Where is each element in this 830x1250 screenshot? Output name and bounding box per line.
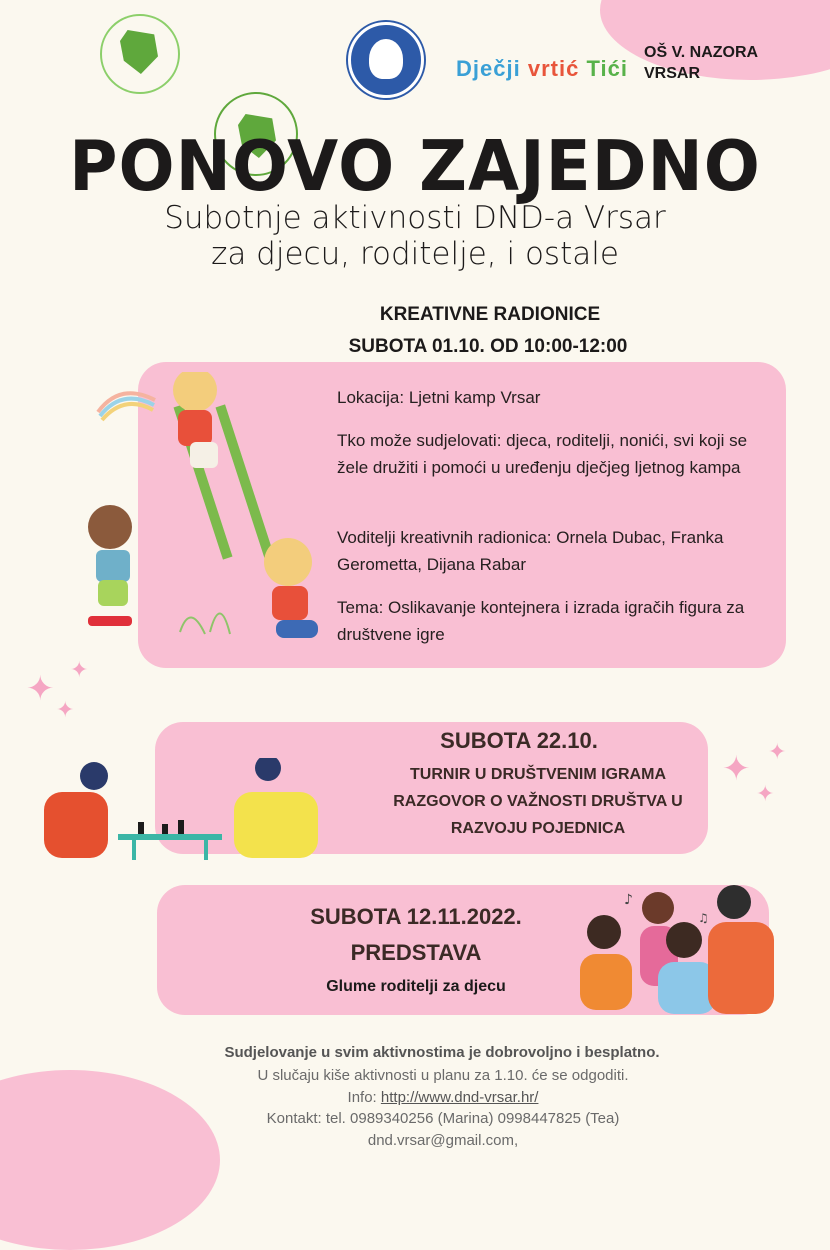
sparkle-icon: ✦: [70, 658, 89, 683]
kids-painting-illustration: [80, 372, 330, 662]
participants-label: Tko može sudjelovati: [337, 431, 497, 450]
section1-date: SUBOTA 01.10. OD 10:00-12:00: [348, 336, 628, 357]
theme-info: [337, 594, 767, 648]
footer-rain-note: U slučaju kiše aktivnosti u planu za 1.10. će se odgoditi.: [257, 1067, 629, 1084]
school-town: VRSAR: [644, 65, 701, 82]
location-value: : Ljetni kamp Vrsar: [399, 388, 541, 407]
school-name: OŠ V. NAZORA: [644, 44, 759, 61]
subtitle-line-1: Subotnje aktivnosti DND-a Vrsar: [164, 200, 666, 236]
svg-text:♪: ♪: [624, 892, 633, 908]
section3-date: SUBOTA 12.11.2022.: [310, 904, 522, 929]
society-logo: [348, 22, 424, 98]
footer-participation: Sudjelovanje u svim aktivnostima je dobrovoljno i besplatno.: [224, 1044, 660, 1061]
kindergarten-logo-text-2: vrtić: [527, 56, 580, 81]
footer-info-label: Info:: [347, 1089, 381, 1106]
section3-note: Glume roditelji za djecu: [326, 978, 506, 995]
section2-line-2: RAZGOVOR O VAŽNOSTI DRUŠTVA U: [393, 793, 683, 810]
sparkle-icon: ✦: [722, 749, 751, 789]
singing-family-illustration: [574, 880, 780, 1016]
sparkle-icon: ✦: [56, 698, 75, 723]
theme-label: Tema: [337, 598, 379, 617]
svg-text:♫: ♫: [698, 911, 709, 925]
section3-title: PREDSTAVA: [350, 940, 482, 965]
region-logo-1: [100, 14, 180, 94]
sparkle-icon: ✦: [756, 782, 775, 807]
board-game-players-illustration: [38, 758, 328, 862]
section1-heading: KREATIVNE RADIONICE: [379, 304, 601, 325]
school-logo: [644, 42, 758, 84]
sparkle-icon: ✦: [768, 740, 787, 765]
kindergarten-logo: [456, 56, 628, 82]
leaders-info: [337, 524, 767, 578]
footer-email: dnd.vrsar@gmail.com,: [367, 1132, 519, 1149]
subtitle-line-2: za djecu, roditelje, i ostale: [211, 236, 619, 272]
leaders-label: Voditelji kreativnih radionica:: [337, 528, 552, 547]
page-title: PONOVO ZAJEDNO: [69, 126, 761, 207]
location-label: Lokacija: [337, 388, 400, 407]
section2-line-3: RAZVOJU POJEDNICA: [450, 820, 626, 837]
kindergarten-logo-text-3: Tići: [586, 56, 628, 81]
leaders-value: Ornela Dubac, Franka Gerometta, Dijana Rabar: [337, 528, 724, 574]
footer-info: [0, 1089, 830, 1106]
sparkle-icon: ✦: [26, 669, 55, 709]
footer-contact: Kontakt: tel. 0989340256 (Marina) 0998447825 (Tea): [266, 1110, 620, 1127]
section2-date: SUBOTA 22.10.: [440, 728, 598, 753]
section2-line-1: TURNIR U DRUŠTVENIM IGRAMA: [410, 766, 666, 783]
participants-value: : djeca, roditelji, nonići, svi koji se žele družiti i pomoći u uređenju dječjeg ljetnog kampa: [337, 431, 748, 477]
participants-info: [337, 427, 767, 481]
kindergarten-logo-text-1: Dječji: [456, 56, 521, 81]
location-info: [337, 384, 767, 411]
website-link[interactable]: http://www.dnd-vrsar.hr/: [380, 1089, 539, 1106]
theme-value: : Oslikavanje kontejnera i izrada igračih figura za društvene igre: [337, 598, 745, 644]
